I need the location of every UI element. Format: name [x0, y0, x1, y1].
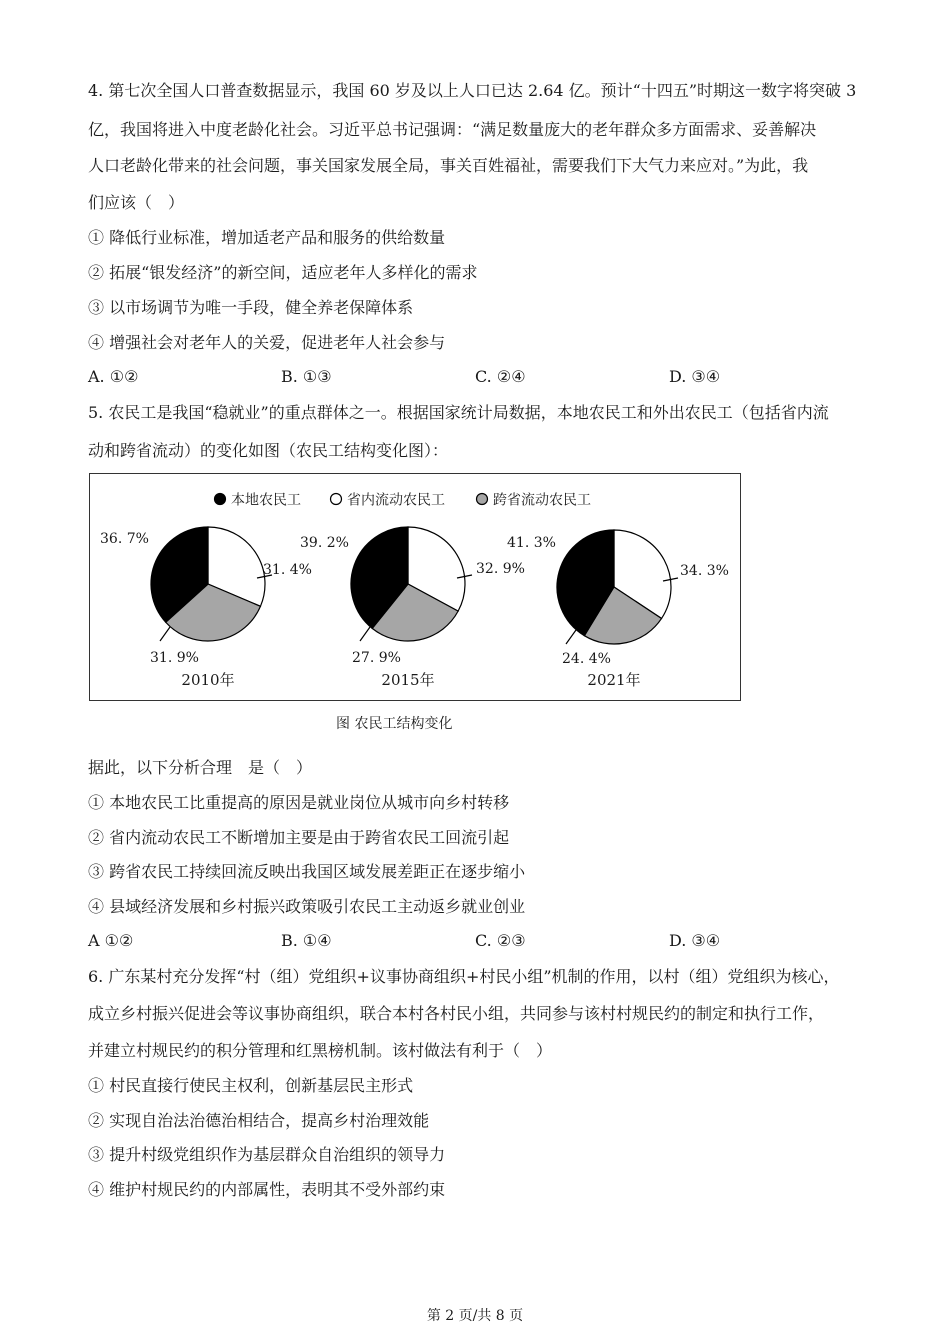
- legend-label: 本地农民工: [231, 492, 301, 509]
- q4-item: ③ 以市场调节为唯一手段，健全养老保障体系: [88, 298, 414, 317]
- figure-caption: 图 农民工结构变化: [336, 716, 453, 732]
- q4-item: ② 拓展“银发经济”的新空间，适应老年人多样化的需求: [88, 263, 478, 282]
- q6-item: ② 实现自治法治德治相结合，提高乡村治理效能: [88, 1111, 430, 1130]
- data-label: 31. 9%: [150, 650, 199, 666]
- q5-option-b: B. ①④: [281, 931, 332, 950]
- q5-item: ③ 跨省农民工持续回流反映出我国区域发展差距正在逐步缩小: [88, 862, 526, 881]
- legend-swatch: [477, 494, 488, 505]
- q5-item: ① 本地农民工比重提高的原因是就业岗位从城市向乡村转移: [88, 793, 510, 812]
- legend-label: 省内流动农民工: [347, 492, 445, 509]
- q4-option-a: A. ①②: [88, 367, 139, 386]
- pie-chart-svg: [90, 474, 740, 700]
- q4-stem-line: 4. 第七次全国人口普查数据显示，我国 60 岁及以上人口已达 2.64 亿。预计“十四五”时期这一数字将突破 3: [88, 81, 857, 100]
- data-label: 39. 2%: [300, 535, 349, 551]
- q6-item: ③ 提升村级党组织作为基层群众自治组织的领导力: [88, 1145, 446, 1164]
- q4-item: ① 降低行业标准，增加适老产品和服务的供给数量: [88, 228, 446, 247]
- legend-label: 跨省流动农民工: [493, 492, 591, 509]
- q6-stem-line: 6. 广东某村充分发挥“村（组）党组织+议事协商组织+村民小组”机制的作用，以村（组）党组织为核心，: [88, 967, 840, 986]
- legend-swatch: [215, 494, 226, 505]
- q5-item: ② 省内流动农民工不断增加主要是由于跨省农民工回流引起: [88, 828, 510, 847]
- q5-stem-line: 动和跨省流动）的变化如图（农民工结构变化图）：: [88, 441, 449, 460]
- q5-question: 据此，以下分析合理 是（ ）: [88, 758, 313, 777]
- year-label: 2015年: [381, 671, 435, 689]
- data-label: 32. 9%: [476, 561, 525, 577]
- q5-option-a: A ①②: [88, 931, 134, 950]
- q4-option-c: C. ②④: [475, 367, 526, 386]
- q5-option-d: D. ③④: [669, 931, 721, 950]
- year-label: 2021年: [587, 671, 641, 689]
- q4-stem-line: 们应该（ ）: [88, 193, 185, 212]
- q6-stem-line: 并建立村规民约的积分管理和红黑榜机制。该村做法有利于（ ）: [88, 1041, 553, 1060]
- q4-stem-line: 亿，我国将进入中度老龄化社会。习近平总书记强调：“满足数量庞大的老年群众多方面需求、妥善解决: [88, 120, 817, 139]
- leader-line: [566, 630, 576, 644]
- data-label: 27. 9%: [352, 650, 401, 666]
- page-footer: 第 2 页/共 8 页: [426, 1308, 524, 1324]
- q5-stem-line: 5. 农民工是我国“稳就业”的重点群体之一。根据国家统计局数据，本地农民工和外出农民工（包括省内流: [88, 403, 829, 422]
- data-label: 36. 7%: [100, 531, 149, 547]
- q5-item: ④ 县域经济发展和乡村振兴政策吸引农民工主动返乡就业创业: [88, 897, 526, 916]
- q6-stem-line: 成立乡村振兴促进会等议事协商组织，联合本村各村民小组，共同参与该村村规民约的制定和执行工作，: [88, 1004, 825, 1023]
- q6-item: ④ 维护村规民约的内部属性，表明其不受外部约束: [88, 1180, 446, 1199]
- q5-option-c: C. ②③: [475, 931, 526, 950]
- leader-line: [360, 627, 370, 641]
- data-label: 41. 3%: [507, 535, 556, 551]
- data-label: 24. 4%: [562, 651, 611, 667]
- q4-stem-line: 人口老龄化带来的社会问题，事关国家发展全局，事关百姓福祉，需要我们下大气力来应对。”为此，我: [88, 156, 809, 175]
- legend-swatch: [331, 494, 342, 505]
- q4-item: ④ 增强社会对老年人的关爱，促进老年人社会参与: [88, 333, 446, 352]
- data-label: 31. 4%: [263, 562, 312, 578]
- q4-option-d: D. ③④: [669, 367, 721, 386]
- year-label: 2010年: [181, 671, 235, 689]
- leader-line: [160, 627, 170, 641]
- q4-option-b: B. ①③: [281, 367, 332, 386]
- pie-chart-figure: [89, 473, 741, 701]
- data-label: 34. 3%: [680, 563, 729, 579]
- q6-item: ① 村民直接行使民主权利，创新基层民主形式: [88, 1076, 414, 1095]
